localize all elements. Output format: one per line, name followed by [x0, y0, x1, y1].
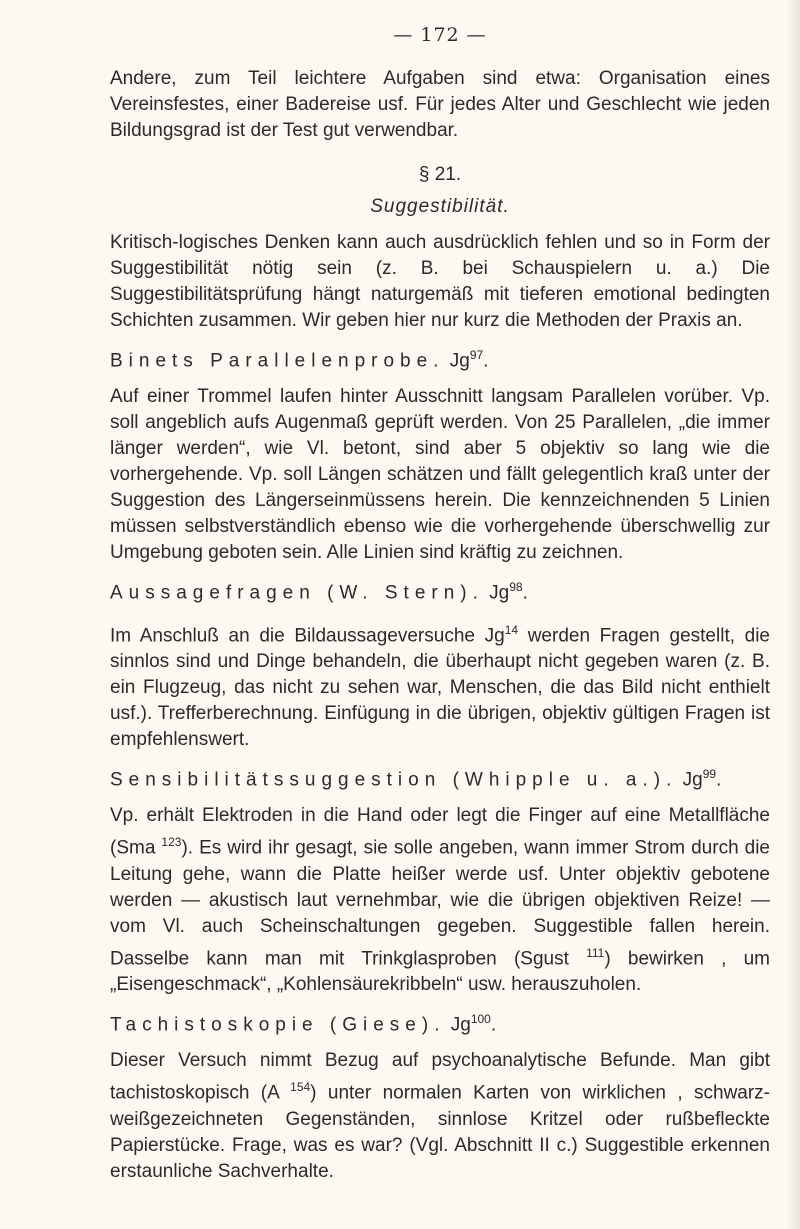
reference-code: Jg — [449, 350, 470, 372]
reference-code: Sma — [116, 837, 156, 859]
reference-code: Sgust — [520, 947, 569, 969]
paragraph-suggestibility-intro: Kritisch-logisches Denken kann auch ausdrücklich fehlen und so in Form der Suggestibilität nötig sein (z. B. bei Schauspielern u. a.) Die Suggestibilitätsprüfung hängt naturgemäß mit tieferen emotional bedingten Schichten zusammen. Wir geben hier nur kurz die Methoden der Praxis an. — [110, 232, 770, 331]
reference-code: Jg — [450, 1014, 471, 1036]
section-number: § 21. — [418, 164, 462, 185]
paragraph-giese — [110, 1048, 770, 1184]
reference-number: 14 — [504, 622, 519, 637]
reference-code: Jg — [682, 769, 703, 791]
reference-number: 99 — [702, 766, 717, 781]
method-heading-binet: Binets Parallelenprobe. Jg$^{97}$. — [110, 348, 489, 372]
paragraph-text: Im Anschluß an die Bildaussageversuche — [110, 624, 475, 646]
paragraph-text: ). Es wird ihr gesagt, sie solle angeben, wann immer Strom durch die Leitung gehe, wann die Platte heißer werde usf. Unter objektiv gebotene werden — akustisch laut vernehmbar, wie die übrigen objektiven Reize! — vom Vl. auch Scheinschaltungen gegeben. Suggestible fallen herein. Dasselbe kann man mit Trinkglasproben ( — [110, 837, 770, 969]
page-number-header: — 172 — — [393, 24, 487, 46]
method-heading-giese: Tachistoskopie (Giese). Jg$^{100}$. — [110, 1011, 497, 1036]
method-title: Tachistoskopie (Giese). — [110, 1014, 446, 1036]
paragraph-text: werden Fragen gestellt, die sinnlos sind und Dinge behandeln, die überhaupt nicht gegeben waren (z. B. ein Flugzeug, das nicht zu sehen war, Menschen, die das Bild nicht enthielt usf.). Trefferberechnung. Einfügung in die übrigen, objektiv gültigen Fragen ist empfehlenswert. — [110, 624, 771, 750]
page-content — [110, 24, 770, 1195]
reference-number: 154 — [290, 1080, 311, 1095]
reference-number: 98 — [509, 580, 523, 595]
paragraph-text: ) unter normalen Karten von wirklichen , schwarz-weißgezeichneten Gegenständen, sinnlose Kritzel oder rußbefleckte Papierstücke. Frage, was es war? (Vgl. Abschnitt II c.) Suggestible erkennen erstaunliche Sachverhalte. — [110, 1082, 771, 1182]
reference-code: Jg — [484, 624, 505, 646]
method-title: Aussagefragen (W. Stern). — [110, 582, 484, 604]
reference-number: 97 — [469, 348, 484, 362]
page-edge-shadow — [786, 0, 800, 1229]
method-title: Sensibilitätssuggestion (Whipple u. a.). — [110, 769, 678, 791]
paragraph-stern — [110, 617, 770, 753]
paragraph-text: Dieser Versuch nimmt Bezug auf psychoanalytische Befunde. Man gibt tachistoskopisch (A — [110, 1050, 770, 1104]
paragraph-text: ) bewirken , um „Eisengeschmack“, „Kohlensäurekribbeln“ usw. herauszuholen. — [110, 947, 771, 995]
reference-number: 123 — [161, 835, 182, 850]
paragraph-text: Vp. erhält Elektroden in die Hand oder legt die Finger auf eine Metallfläche ( — [110, 805, 770, 859]
method-heading-whipple: Sensibilitätssuggestion (Whipple u. a.). Jg$^{99}$. — [110, 766, 722, 791]
reference-code: Jg — [489, 582, 510, 604]
paragraph-binet: Auf einer Trommel laufen hinter Ausschnitt langsam Parallelen vorüber. Vp. soll angeblich aufs Augenmaß geprüft werden. Von 25 Parallelen, „die immer länger werden“, wie Vl. betont, sind aber 5 objektiv so lang wie die vorhergehende. Vp. soll Längen schätzen und fällt gelegentlich kraß unter der Suggestion des Längerseinmüssens herein. Die kennzeichnenden 5 Linien müssen selbstverständlich ebenso wie die vorhergehende überschwellig zur Umgebung geboten sein. Alle Linien sind kräftig zu zeichnen. — [110, 386, 770, 564]
section-title: Suggestibilität. — [370, 196, 510, 217]
method-heading-stern: Aussagefragen (W. Stern). Jg$^{98}$. — [110, 580, 528, 604]
method-title: Binets Parallelenprobe. — [110, 350, 445, 372]
reference-number: 111 — [586, 945, 605, 960]
reference-number: 100 — [470, 1011, 491, 1026]
paragraph-intro: Andere, zum Teil leichtere Aufgaben sind etwa: Organisation eines Vereinsfestes, einer Badereise usf. Für jedes Alter und Geschlecht wie jeden Bildungsgrad ist der Test gut verwendbar. — [110, 68, 770, 141]
paragraph-whipple — [110, 803, 770, 998]
